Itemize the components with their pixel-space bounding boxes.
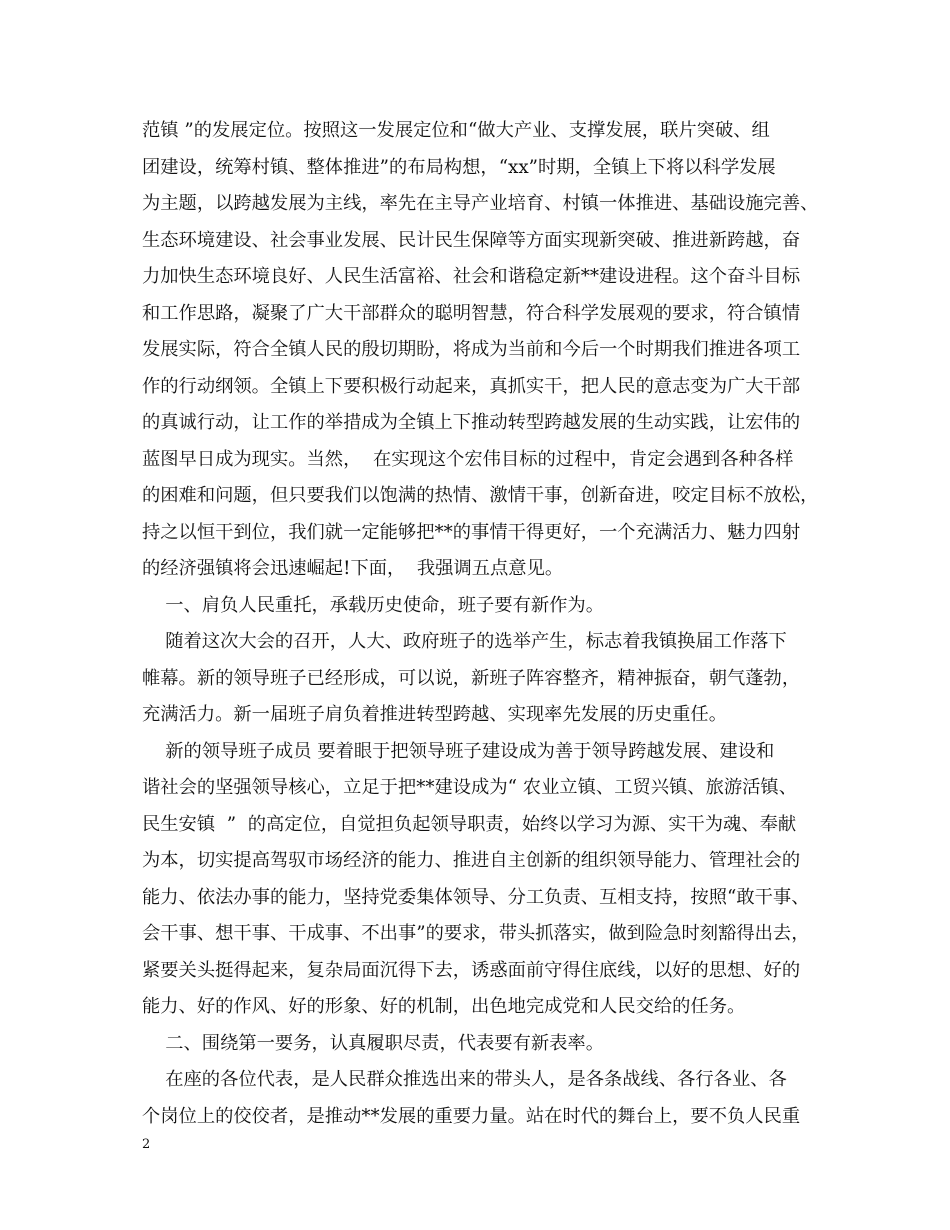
text-line: 为主题，以跨越发展为主线，率先在主导产业培育、村镇一体推进、基础设施完善、 [142, 193, 819, 214]
text-line: 持之以恒干到位，我们就一定能够把**的事情干得更好，一个充满活力、魅力四射 [142, 521, 801, 543]
text-line: 生态环境建设、社会事业发展、民计民生保障等方面实现新突破、推进新跨越，奋 [142, 229, 801, 251]
text-line: 的真诚行动，让工作的举措成为全镇上下推动转型跨越发展的生动实践，让宏伟的 [142, 412, 801, 433]
section-heading: 一、肩负人民重托，承载历史使命，班子要有新作为。 [142, 594, 604, 616]
page-number: 2 [142, 1137, 151, 1152]
text-line: 充满活力。新一届班子肩负着推进转型跨越、实现率先发展的历史重任。 [142, 704, 727, 725]
text-line: 个岗位上的佼佼者，是推动**发展的重要力量。站在时代的舞台上，要不负人民重 [142, 1105, 801, 1127]
text-line: 民生安镇 ” 的高定位，自觉担负起领导职责，始终以学习为源、实干为魂、奉献 [142, 813, 797, 835]
document-body [142, 113, 822, 1135]
text-line: 作的行动纲领。全镇上下要积极行动起来，真抓实干，把人民的意志变为广大干部 [142, 375, 801, 397]
text-line: 发展实际，符合全镇人民的殷切期盼，将成为当前和今后一个时期我们推进各项工 [142, 339, 801, 360]
text-line: 新的领导班子成员 要着眼于把领导班子建设成为善于领导跨越发展、建设和 [142, 740, 775, 762]
text-line: 的经济强镇将会迅速崛起!下面， 我强调五点意见。 [142, 558, 564, 579]
text-line: 和工作思路，凝聚了广大干部群众的聪明智慧，符合科学发展观的要求，符合镇情 [142, 302, 801, 324]
text-line: 在座的各位代表，是人民群众推选出来的带头人，是各条战线、各行各业、各 [142, 1069, 787, 1090]
text-line: 会干事、想干事、干成事、不出事”的要求，带头抓落实，做到险急时刻豁得出去， [142, 923, 810, 944]
text-line: 团建设，统筹村镇、整体推进”的布局构想，“xx”时期，全镇上下将以科学发展 [142, 156, 776, 178]
text-line: 力加快生态环境良好、人民生活富裕、社会和谐稳定新**建设进程。这个奋斗目标 [142, 266, 801, 287]
text-line: 的困难和问题，但只要我们以饱满的热情、激情干事，创新奋进，咬定目标不放松， [142, 485, 819, 506]
text-line: 为本，切实提高驾驭市场经济的能力、推进自主创新的组织领导能力、管理社会的 [142, 850, 801, 871]
text-line: 能力、依法办事的能力，坚持党委集体领导、分工负责、互相支持，按照“敢干事、 [142, 886, 810, 908]
text-line: 蓝图早日成为现实。当然， 在实现这个宏伟目标的过程中，肯定会遇到各种各样 [142, 448, 794, 470]
text-line: 谐社会的坚强领导核心，立足于把**建设成为“ 农业立镇、工贸兴镇、旅游活镇、 [142, 777, 797, 798]
text-line: 随着这次大会的召开，人大、政府班子的选举产生，标志着我镇换届工作落下 [142, 631, 787, 652]
text-line: 紧要关头挺得起来，复杂局面沉得下去，诱惑面前守得住底线，以好的思想、好的 [142, 959, 801, 981]
text-line: 范镇 ”的发展定位。按照这一发展定位和“做大产业、支撑发展，联片突破、组 [142, 120, 770, 141]
section-heading: 二、围绕第一要务，认真履职尽责，代表要有新表率。 [142, 1032, 604, 1054]
text-line: 帷幕。新的领导班子已经形成，可以说，新班子阵容整齐，精神振奋，朝气蓬勃， [142, 667, 801, 689]
text-line: 能力、好的作风、好的形象、好的机制，出色地完成党和人民交给的任务。 [142, 996, 746, 1017]
